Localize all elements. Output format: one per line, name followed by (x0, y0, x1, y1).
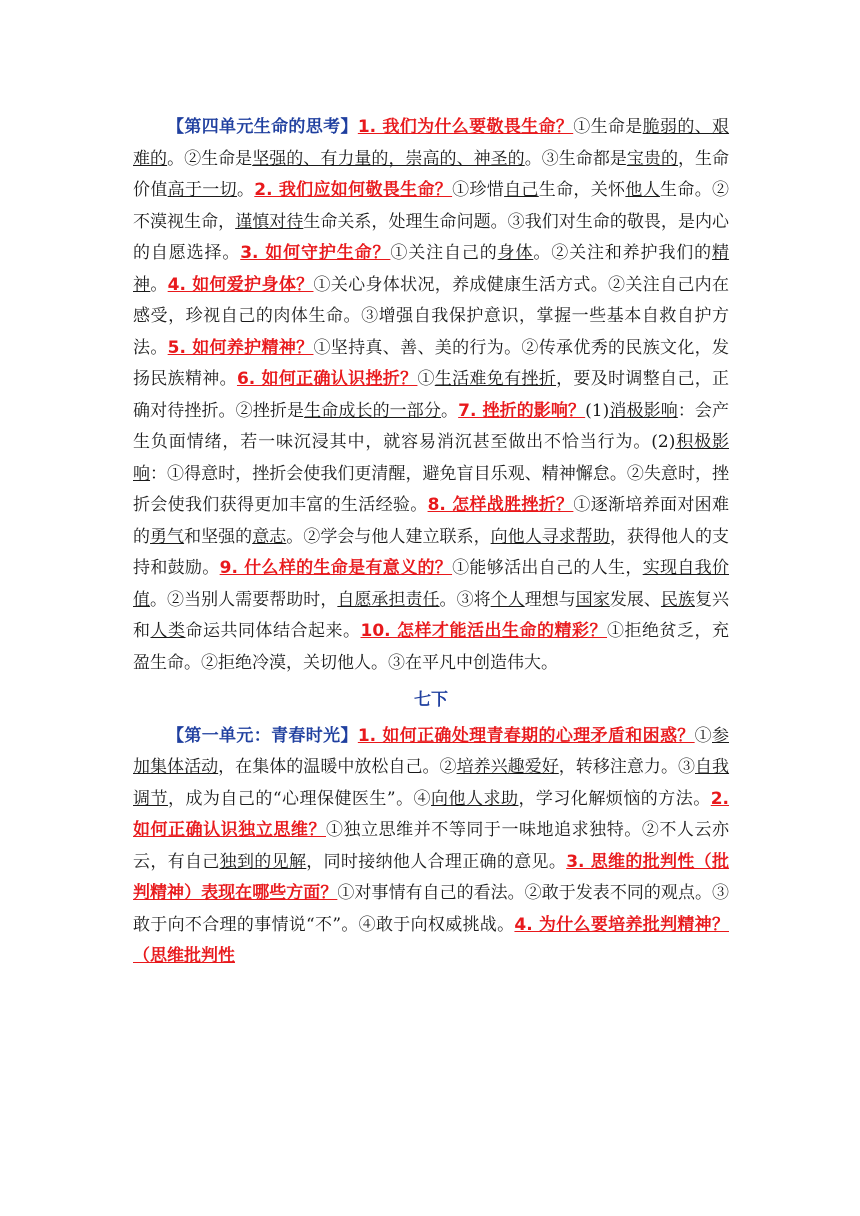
body-text: 生命关系，处理生命问题。③我们对生命的敬畏，是内心的自愿选择。 (133, 211, 730, 263)
key-point-text: 自己 (504, 180, 539, 200)
body-text: 。③将 (439, 589, 491, 610)
body-text: 和坚强的 (184, 526, 253, 547)
body-text: ①逐渐培养面对困难的 (133, 495, 730, 547)
body-text: ①关心身体状况，养成健康生活方式。②关注自己内在感受，珍视自己的肉体生命。③增强自我保护意识，掌握一些基本自救自护方法。 (133, 274, 729, 358)
key-point-text: 参加集体活动 (133, 725, 729, 777)
key-point-text: 勇气 (150, 526, 185, 547)
question-heading: 4. 如何爱护身体？ (167, 274, 314, 295)
body-text: ，学习化解烦恼的方法。 (518, 788, 711, 809)
key-point-text: 积极影响 (133, 432, 729, 484)
key-point-text: 民族 (660, 589, 696, 610)
body-text: 生命。②不漠视生命， (133, 180, 730, 232)
key-point-text: 独到的见解 (219, 851, 307, 872)
body-text: ，生命价值 (133, 148, 730, 200)
key-point-text: 精神 (133, 243, 730, 295)
key-point-text: 实现自我价值 (133, 558, 729, 610)
key-point-text: 意志 (252, 526, 287, 547)
body-text: ①对事情有自己的看法。②敢于发表不同的观点。③敢于向不合理的事情说“不”。④敢于向权威挑战。 (133, 883, 730, 935)
body-text: ①关注自己的 (390, 243, 498, 263)
question-heading: 3. 如何守护生命？ (240, 243, 391, 263)
body-text: (1) (585, 400, 610, 421)
body-text: ①坚持真、善、美的行为。②传承优秀的民族文化，发扬民族精神。 (133, 337, 729, 389)
body-text: ，成为自己的“心理保健医生”。④ (167, 788, 432, 809)
key-point-text: 生命成长的一部分 (304, 400, 442, 421)
body-text: 。②学会与他人建立联系， (286, 526, 491, 547)
document-body (133, 112, 729, 973)
body-text: 命运共同体结合起来。 (185, 621, 361, 641)
key-point-text: 消极影响 (609, 400, 678, 421)
question-heading: 9. 什么样的生命是有意义的？ (219, 558, 453, 578)
body-text: ①生命是 (573, 117, 643, 137)
body-text: 。③生命都是 (524, 148, 627, 169)
body-text: 。 (441, 400, 459, 421)
unit-four-paragraph (133, 112, 729, 679)
body-text: 。②关注和养护我们的 (533, 243, 713, 263)
grade-heading: 七下 (414, 690, 448, 710)
question-heading: 6. 如何正确认识挫折？ (236, 369, 418, 389)
key-point-text: 向他人求助 (431, 788, 519, 809)
body-text: ，转移注意力。③ (558, 757, 696, 777)
key-point-text: 自我调节 (133, 757, 730, 809)
key-point-text: 向他人寻求帮助 (490, 526, 610, 547)
question-heading: 2. 我们应如何敬畏生命？ (254, 180, 453, 200)
question-heading: 2. 如何正确认识独立思维？ (133, 788, 730, 840)
question-heading: 5. 如何养护精神？ (167, 337, 314, 358)
body-text: ，在集体的温暖中放松自己。② (218, 757, 457, 777)
body-text: 生命，关怀 (538, 180, 626, 200)
key-point-text: 国家 (575, 589, 610, 610)
key-point-text: 生活难免有挫折 (434, 369, 557, 389)
key-point-text: 人类 (150, 621, 186, 641)
question-heading: 4. 为什么要培养批判精神？（思维批判性 (133, 914, 729, 966)
body-text: 。②当别人需要帮助时， (150, 589, 338, 610)
body-text: ①能够活出自己的人生， (452, 558, 643, 578)
body-text: 。②生命是 (167, 148, 253, 169)
body-text: ，获得他人的支持和鼓励。 (133, 526, 730, 578)
body-text: ①独立思维并不等同于一味地追求独特。②不人云亦云，有自己 (133, 820, 729, 872)
body-text: ① (694, 725, 712, 746)
unit-title: 【第一单元：青春时光】 (167, 725, 358, 746)
body-text: ，要及时调整自己，正确对待挫折。②挫折是 (133, 369, 730, 421)
unit-title: 【第四单元生命的思考】 (167, 117, 358, 137)
question-heading: 8. 怎样战胜挫折？ (427, 495, 574, 515)
body-text: ① (417, 369, 435, 389)
key-point-text: 脆弱的、艰难的 (133, 117, 730, 169)
body-text: 。 (150, 274, 168, 295)
body-text: ，同时接纳他人合理正确的意见。 (306, 851, 567, 872)
body-text: 复兴和 (133, 589, 730, 641)
key-point-text: 个人 (490, 589, 525, 610)
body-text: ①拒绝贫乏，充盈生命。②拒绝冷漠，关切他人。③在平凡中创造伟大。 (133, 621, 730, 673)
body-text: 发展、 (609, 589, 661, 610)
question-heading: 3. 思维的批判性（批判精神）表现在哪些方面？ (133, 851, 730, 903)
question-heading: 1. 我们为什么要敬畏生命？ (357, 117, 574, 137)
body-text: 。 (236, 180, 255, 200)
body-text: ：①得意时，挫折会使我们更清醒，避免盲目乐观、精神懈怠。②失意时，挫折会使我们获得更加丰富的生活经验。 (133, 463, 730, 515)
key-point-text: 他人 (625, 180, 661, 200)
question-heading: 10. 怎样才能活出生命的精彩？ (360, 621, 608, 641)
key-point-text: 身体 (497, 243, 534, 263)
body-text: ：会产生负面情绪，若一味沉浸其中，就容易消沉甚至做出不恰当行为。(2) (133, 400, 730, 452)
key-point-text: 宝贵的 (626, 148, 678, 169)
key-point-text: 培养兴趣爱好 (456, 757, 559, 777)
body-text: ①珍惜 (452, 180, 505, 200)
key-point-text: 自愿承担责任 (337, 589, 440, 610)
body-text: 理想与 (524, 589, 576, 610)
question-heading: 1. 如何正确处理青春期的心理矛盾和困惑？ (357, 725, 695, 746)
key-point-text: 坚强的、有力量的，崇高的、神圣的 (252, 148, 525, 169)
key-point-text: 高于一切 (167, 180, 237, 200)
key-point-text: 谨慎对待 (235, 211, 304, 232)
unit-one-paragraph (133, 721, 729, 973)
question-heading: 7. 挫折的影响？ (458, 400, 586, 421)
